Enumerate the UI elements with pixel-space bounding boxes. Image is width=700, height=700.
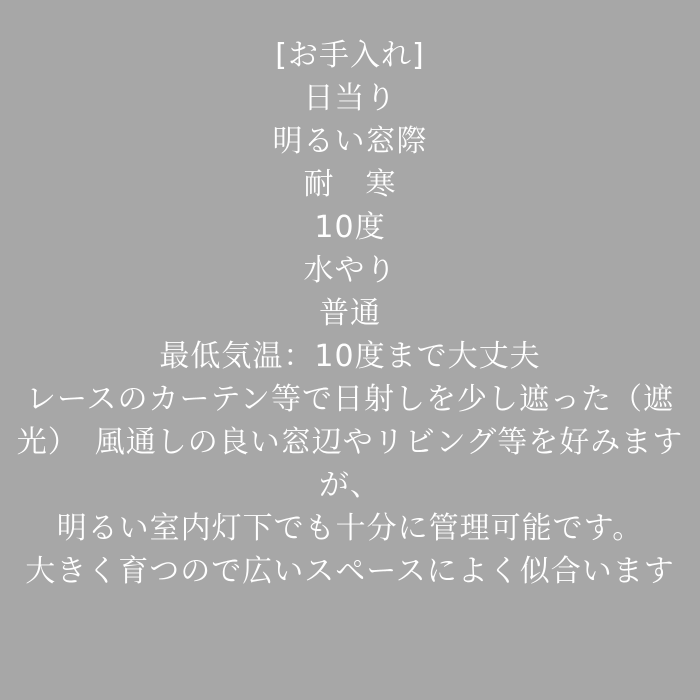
size-note: 大きく育つので広いスペースによく似合います xyxy=(25,554,675,589)
sunlight-value: 明るい窓際 xyxy=(272,124,428,159)
care-section-title: [お手入れ] xyxy=(275,38,425,73)
watering-value: 普通 xyxy=(319,296,381,331)
watering-label: 水やり xyxy=(303,253,397,288)
indoor-light-note: 明るい室内灯下でも十分に管理可能です。 xyxy=(56,511,644,546)
min-temperature-note: 最低気温：10度まで大丈夫 xyxy=(159,339,541,374)
placement-note-line-3: が、 xyxy=(319,468,381,503)
sunlight-label: 日当り xyxy=(303,81,397,116)
placement-note-line-2: 光） 風通しの良い窓辺やリビング等を好みます xyxy=(16,425,684,460)
placement-note-line-1: レースのカーテン等で日射しを少し遮った（遮 xyxy=(26,382,674,417)
cold-tolerance-value: 10度 xyxy=(314,210,386,245)
cold-tolerance-label: 耐 寒 xyxy=(303,167,397,202)
